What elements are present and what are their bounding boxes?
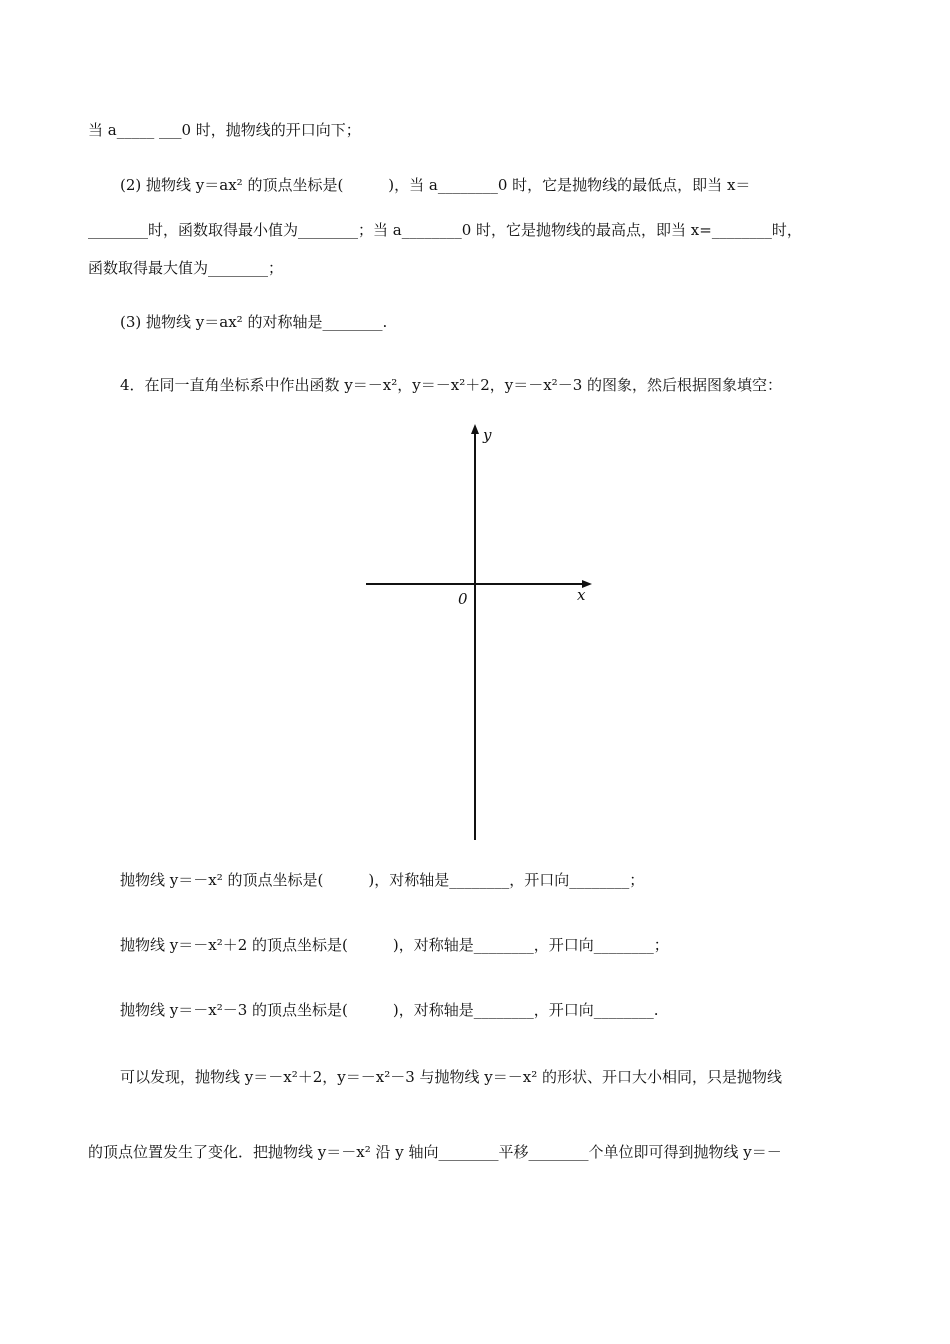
text-line-5: (3) 抛物线 y＝ax² 的对称轴是________.: [120, 313, 388, 331]
text-line-11: 的顶点位置发生了变化．把抛物线 y＝－x² 沿 y 轴向________平移________个单位即可得到抛物线 y＝－: [88, 1143, 782, 1161]
coordinate-axes: [360, 420, 600, 850]
text-line-3: ________时，函数取得最小值为________；当 a________0 时，它是抛物线的最高点，即当 x=________时，: [88, 221, 802, 239]
text-line-2: (2) 抛物线 y＝ax² 的顶点坐标是( )，当 a________0 时，它是抛物线的最低点，即当 x＝: [120, 176, 751, 194]
text-line-4: 函数取得最大值为________；: [88, 259, 284, 277]
y-axis-label: y: [483, 426, 492, 444]
origin-label: 0: [458, 590, 468, 608]
text-line-10: 可以发现，抛物线 y＝－x²＋2，y＝－x²－3 与抛物线 y＝－x² 的形状、开口大小相同，只是抛物线: [120, 1068, 783, 1086]
text-line-7: 抛物线 y＝－x² 的顶点坐标是( )，对称轴是________，开口向________；: [120, 871, 645, 889]
x-axis-label: x: [577, 586, 586, 604]
y-axis-arrow: [471, 424, 479, 434]
text-line-9: 抛物线 y＝－x²－3 的顶点坐标是( )，对称轴是________，开口向________.: [120, 1001, 659, 1019]
text-line-1: 当 a_____ ___0 时，抛物线的开口向下；: [88, 121, 361, 139]
text-line-8: 抛物线 y＝－x²＋2 的顶点坐标是( )，对称轴是________，开口向________；: [120, 936, 669, 954]
question-4: 4．在同一直角坐标系中作出函数 y＝－x²，y＝－x²＋2，y＝－x²－3 的图象，然后根据图象填空：: [120, 376, 783, 394]
